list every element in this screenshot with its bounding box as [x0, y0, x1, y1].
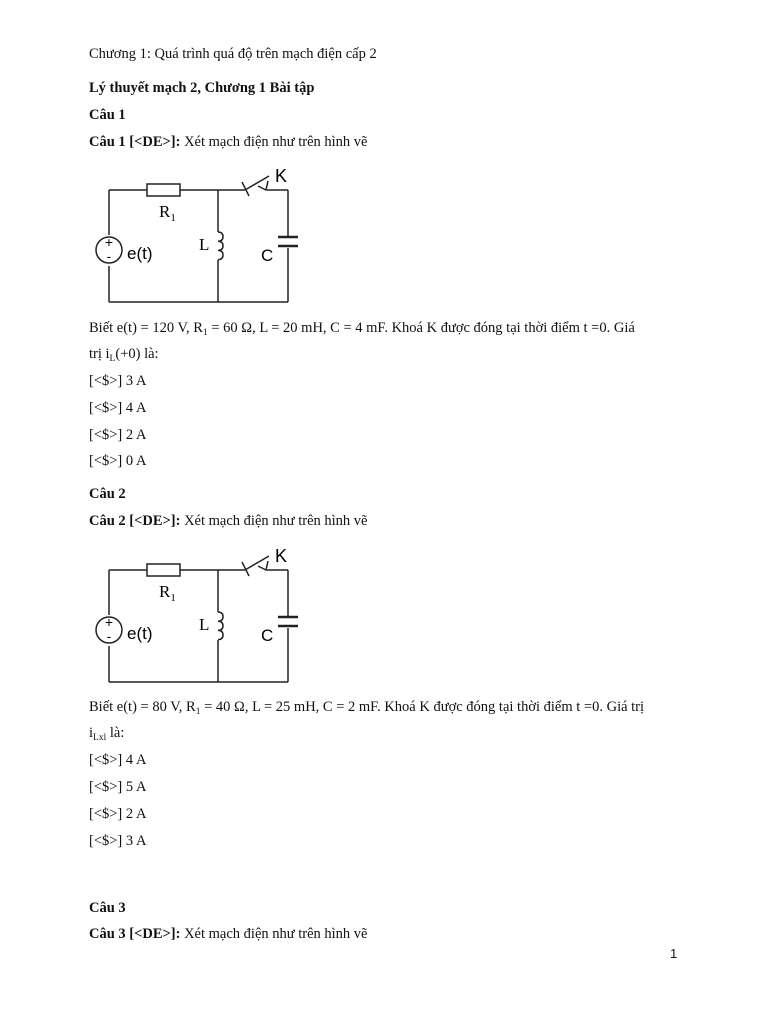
question-3-heading: Câu 3 — [89, 900, 126, 916]
question-2-given-values: Biết e(t) = 80 V, $R_1 = 40$ Ω, L = 25 mH, C = 2 mF. Khoá K được đóng tại thời điểm t =0. Giá trị — [89, 699, 645, 717]
question-1-answer-option: [<$>] 3 A — [89, 373, 147, 389]
question-1-prompt — [89, 133, 368, 151]
source-label: e(t) — [127, 244, 153, 263]
question-1-heading: Câu 1 — [89, 107, 126, 123]
question-1-tag: Câu 1 [<DE>]: — [89, 134, 181, 150]
resistor-symbol — [147, 184, 180, 196]
question-2-heading: Câu 2 — [89, 486, 126, 502]
question-1-prompt-text: Xét mạch điện như trên hình vẽ — [180, 134, 368, 150]
source-minus-sign: - — [106, 628, 112, 644]
question-3-prompt-text: Xét mạch điện như trên hình vẽ — [180, 926, 368, 942]
source-label: e(t) — [127, 624, 153, 643]
source-plus-sign: + — [104, 614, 114, 630]
circuit-diagram-1 — [89, 160, 314, 305]
document-subtitle: Lý thuyết mạch 2, Chương 1 Bài tập — [89, 80, 315, 96]
source-plus-sign: + — [104, 234, 114, 250]
resistor-symbol — [147, 564, 180, 576]
inductor-label: L — [199, 615, 210, 634]
page-number: 1 — [670, 946, 678, 961]
question-2-prompt — [89, 512, 368, 530]
switch-label: K — [275, 546, 288, 566]
resistor-label: $R_1$ — [159, 202, 176, 224]
question-2-tag: Câu 2 [<DE>]: — [89, 513, 181, 529]
question-2-answer-option: [<$>] 4 A — [89, 752, 147, 768]
question-1-given-values: Biết e(t) = 120 V, $R_1 = 60$ Ω, L = 20 mH, C = 4 mF. Khoá K được đóng tại thời điểm t =0. Giá — [89, 320, 635, 338]
switch-label: K — [275, 166, 288, 186]
question-1-answer-option: [<$>] 0 A — [89, 453, 147, 469]
circuit-diagram-2 — [89, 540, 314, 685]
resistor-label: $R_1$ — [159, 582, 176, 604]
question-2-answer-option: [<$>] 3 A — [89, 833, 147, 849]
question-1-answer-option: [<$>] 4 A — [89, 400, 147, 416]
capacitor-label: C — [261, 246, 274, 265]
capacitor-label: C — [261, 626, 274, 645]
source-minus-sign: - — [106, 248, 112, 264]
question-1-given-question: trị $i_L(+0)$ là: — [89, 346, 159, 364]
chapter-header: Chương 1: Quá trình quá độ trên mạch điện cấp 2 — [89, 46, 377, 62]
question-2-answer-option: [<$>] 5 A — [89, 779, 147, 795]
question-3-prompt — [89, 925, 368, 943]
inductor-label: L — [199, 235, 210, 254]
question-2-prompt-text: Xét mạch điện như trên hình vẽ — [180, 513, 368, 529]
question-2-answer-option: [<$>] 2 A — [89, 806, 147, 822]
question-2-given-question: $i_{Lxl}$ là: — [89, 725, 125, 743]
question-1-answer-option: [<$>] 2 A — [89, 427, 147, 443]
question-3-tag: Câu 3 [<DE>]: — [89, 926, 181, 942]
